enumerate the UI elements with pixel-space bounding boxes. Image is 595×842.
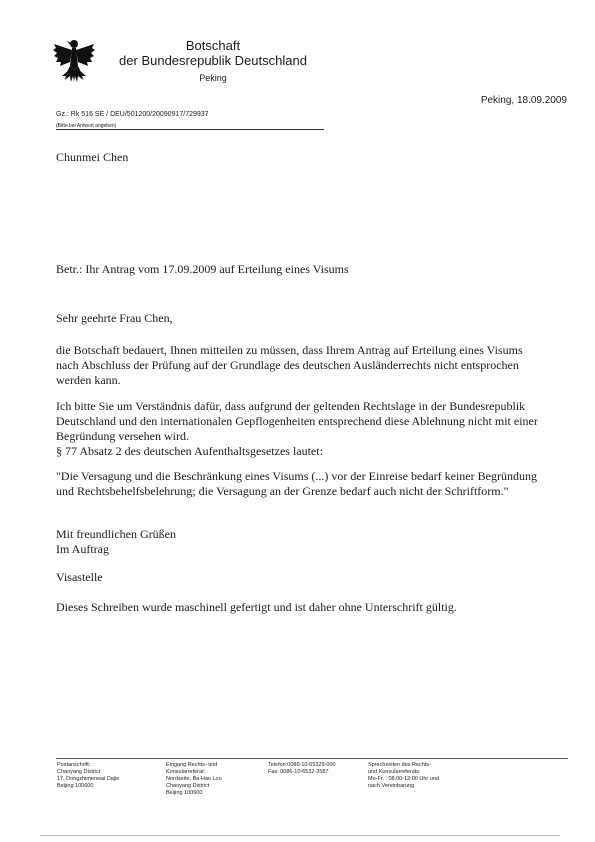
footer-contact [268,762,363,776]
footer-fax: Fax: 0086-10-6532-3587 [268,769,329,775]
footer-divider [56,758,568,759]
body-paragraph-text: Ich bitte Sie um Verständnis dafür, dass aufgrund der geltenden Rechtslage in der Bundesrepublik Deutschland und den internationalen Gepflogenheiten entsprechend diese Ablehnung nicht mit einer Begründung versehen wird. [56,399,538,443]
salutation: Sehr geehrte Frau Chen, [56,311,173,325]
closing [56,527,176,557]
reference-divider [56,129,324,130]
footer-line: Konsularreferat: [166,769,206,775]
footer-postal-address [57,762,157,790]
footer-line: Nordseite, Ba Hao Lou [166,776,222,782]
footer-line: Beijing 100600 [166,790,203,796]
reference-note: (Bitte bei Antwort angeben) [56,123,117,129]
closing-authority: Im Auftrag [56,542,109,556]
footer-line: Chaoyang District [166,783,210,789]
footer-line: und Konsularreferats: [368,769,421,775]
page-edge-line [40,835,560,836]
body-paragraph: die Botschaft bedauert, Ihnen mitteilen zu müssen, dass Ihrem Antrag auf Erteilung eines Visums nach Abschluss der Prüfung auf der Grundlage des deutschen Ausländerrechts nicht entsprochen werden kann. [56,343,523,387]
footer-office-hours [368,762,468,790]
signature-notice: Dieses Schreiben wurde maschinell gefertigt und ist daher ohne Unterschrift gültig. [56,600,457,614]
closing-greeting: Mit freundlichen Grüßen [56,527,176,541]
letter-date: Peking, 18.09.2009 [480,95,567,106]
subject-line: Betr.: Ihr Antrag vom 17.09.2009 auf Erteilung eines Visums [56,262,349,276]
footer-line: Postanschrift: [57,762,91,768]
department-name: Visastelle [56,570,103,584]
footer-line: Eingang Rechts- und [166,762,218,768]
footer-line: 17, Dongzhimenwai Dajie [57,776,120,782]
law-quote: "Die Versagung und die Beschränkung eines Visums (...) vor der Einreise bedarf keiner Begründung und Rechtsbehelfsbelehrung; die Versagung an der Grenze bedarf auch nicht der Schriftform." [56,469,537,498]
letterhead [108,38,318,85]
org-name-line2: der Bundesrepublik Deutschland [119,53,307,68]
body-paragraph [56,399,546,459]
footer-line: Mo-Fr. : 08:00-12:00 Uhr und [368,776,439,782]
footer-line: Sprechzeiten des Rechts- [368,762,431,768]
footer-phone: Telefon:0086-10-65329-000 [268,762,336,768]
footer-entrance [166,762,261,797]
federal-eagle-icon [52,36,96,84]
footer-line: nach Vereinbarung [368,783,415,789]
reference-number: Gz.: Rk 516 SE / DEU/501200/20090917/729937 [56,111,209,118]
law-reference: § 77 Absatz 2 des deutschen Aufenthaltsgesetzes lautet: [56,444,323,458]
recipient-name: Chunmei Chen [56,150,129,164]
org-name-line1: Botschaft [185,38,241,53]
org-city: Peking [199,73,227,83]
footer-line: Chaoyang District [57,769,101,775]
footer-line: Beijing 100600 [57,783,94,789]
